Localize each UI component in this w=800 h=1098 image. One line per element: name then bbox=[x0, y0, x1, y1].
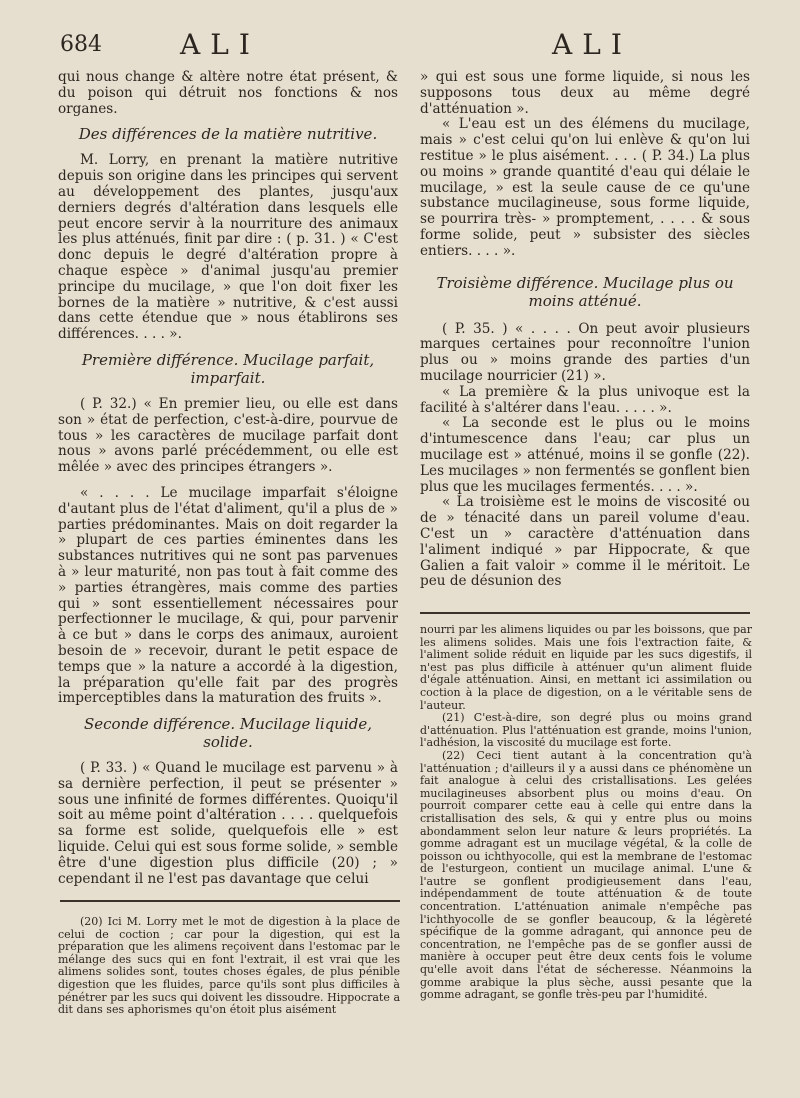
paragraph: « La troisième est le moins de viscosité ou de » ténacité dans un pareil volume d'eau. C'est un » caractère d'atténuation dans l'aliment indiqué » par Hippocrate, & que Galien a fait valoir » comme il le méritoit. Le peu de désunion des bbox=[420, 494, 750, 590]
paragraph: « . . . . Le mucilage imparfait s'éloigne d'autant plus de l'état d'aliment, qu'il a plus de » parties prédominantes. Mais on doit regarder la » plupart de ces parties éminentes dans les substances nutritives qui ne sont pas parvenues à » leur maturité, non pas tout à fait comme des » parties étrangères, mais comme des parties qui » sont essentiellement nécessaires pour perfectionner le mucilage, & qui, pour parvenir à ce but » dans le corps des animaux, auroient besoin de » recevoir, durant le petit espace de temps que » la nature a accordé à la digestion, la préparation qu'elle fait par des progrès imperceptibles dans la maturation des fruits ». bbox=[58, 484, 398, 707]
paragraph: ( P. 33. ) « Quand le mucilage est parvenu » à sa dernière perfection, il peut se présenter » sous une infinité de formes différentes. Quoiqu'il soit au même point d'altération . . . . quelquefois sa forme est solide, quelquefois elle » est liquide. Celui qui est sous forme solide, » semble être d'une digestion plus difficile (20) ; » cependant il ne l'est pas davantage que celui bbox=[58, 760, 398, 887]
paragraph: qui nous change & altère notre état présent, & du poison qui détruit nos fonctions & nos organes. bbox=[58, 70, 398, 117]
footnotes-right bbox=[420, 624, 752, 1034]
page-header bbox=[60, 28, 755, 62]
right-column bbox=[420, 70, 750, 610]
running-head-left: ALI bbox=[180, 28, 260, 61]
footnotes-left bbox=[58, 916, 400, 1026]
section-heading: Première différence. Mucilage parfait, imparfait. bbox=[81, 350, 375, 387]
paragraph: « La seconde est le plus ou le moins d'intumescence dans l'eau; car plus un mucilage est » atténué, moins il se gonfle (22). Les mucilages » non fermentés se gonflent bien plus que les mucilages fermentés. . . . ». bbox=[420, 415, 750, 495]
running-head-right: ALI bbox=[552, 28, 632, 61]
footnote: (21) C'est-à-dire, son degré plus ou moins grand d'atténuation. Plus l'atténuation est grande, moins l'union, l'adhésion, la viscosité du mucilage est forte. bbox=[420, 711, 752, 750]
footnote-rule bbox=[60, 900, 400, 902]
left-column bbox=[58, 70, 398, 890]
paragraph: « La première & la plus univoque est la facilité à s'altérer dans l'eau. . . . . ». bbox=[420, 383, 750, 416]
paragraph: ( P. 35. ) « . . . . On peut avoir plusieurs marques certaines pour reconnoître l'union plus ou » moins grande des parties d'un mucilage nourricier (21) ». bbox=[420, 320, 750, 384]
page-number: 684 bbox=[60, 32, 102, 57]
paragraph: M. Lorry, en prenant la matière nutritive depuis son origine dans les principes qui servent au développement des plantes, jusqu'aux derniers degrés d'altération dans lesquels elle peut encore servir à la nourriture des animaux les plus atténués, finit par dire : ( p. 31. ) « C'est donc depuis le degré d'altération propre à chaque espèce » d'animal jusqu'au premier principe du mucilage, » que l'on doit fixer les bornes de la matière » nutritive, & c'est aussi dans cette étendue que » nous établirons ses différences. . . . ». bbox=[58, 152, 398, 343]
section-heading: Troisième différence. Mucilage plus ou moins atténué. bbox=[436, 273, 734, 310]
section-heading: Seconde différence. Mucilage liquide, solide. bbox=[83, 715, 373, 752]
paragraph: « L'eau est un des élémens du mucilage, mais » c'est celui qu'on lui enlève & qu'on lui restitue » le plus aisément. . . . ( P. 34.) La plus ou moins » grande quantité d'eau qui délaie le mucilage, » est la seule cause de ce qu'une substance mucilagineuse, sous forme liquide, se pourrira très- » promptement, . . . . & sous forme solide, peut » subsister des siècles entiers. . . . ». bbox=[420, 116, 750, 259]
section-heading: Des différences de la matière nutritive. bbox=[78, 125, 378, 144]
paragraph: ( P. 32.) « En premier lieu, ou elle est dans son » état de perfection, c'est-à-dire, pourvue de tous » les caractères de mucilage parfait dont nous » avons parlé précédemment, ou elle est mêlée » avec des principes étrangers ». bbox=[58, 395, 398, 476]
footnote: (22) Ceci tient autant à la concentration qu'à l'atténuation ; d'ailleurs il y a aussi dans ce phénomène un fait analogue à celui des cristallisations. Les gelées mucilagineuses absorbent plus ou moins d'eau. On pourroit comparer cette eau à celle qui entre dans la cristallisation des sels, & qui y entre plus ou moins abondamment selon leur nature & leurs propriétés. La gomme adragant est un mucilage végétal, & la colle de poisson ou ichthyocolle, qui est la membrane de l'estomac de l'esturgeon, contient un mucilage animal. L'une & l'autre se gonflent prodigieusement dans l'eau, indépendamment de toute atténuation & de toute concentration. L'atténuation animale n'empêche pas l'ichthyocolle de se gonfler beaucoup, & la légèreté spécifique de la gomme adragant, qui annonce peu de concentration, ne l'empêche pas de se gonfler aussi de manière à occuper peut être deux cents fois le volume qu'elle avoit dans l'état de sécheresse. Néanmoins la gomme arabique la plus sèche, aussi pesante que la gomme adragant, se gonfle très-peu par l'humidité. bbox=[420, 748, 752, 1002]
footnote: nourri par les alimens liquides ou par les boissons, que par les alimens solides. Mais une fois l'extraction faite, & l'aliment solide réduit en liquide par les sucs digestifs, il n'est pas plus difficile à atténuer qu'un aliment fluide d'égale atténuation. Ainsi, en mettant ici assimilation ou coction à la place de digestion, on a le véritable sens de l'auteur. bbox=[420, 624, 752, 712]
footnote-rule bbox=[420, 612, 750, 614]
footnote: (20) Ici M. Lorry met le mot de digestion à la place de celui de coction ; car pour la digestion, qui est la préparation que les alimens reçoivent dans l'estomac par le mélange des sucs qui en font l'extrait, il est vrai que les alimens solides sont, toutes choses égales, de plus pénible digestion que les fluides, parce qu'ils sont plus difficiles à pénétrer par les sucs qui doivent les dissoudre. Hippocrate a dit dans ses aphorismes qu'on étoit plus aisément bbox=[58, 916, 400, 1017]
paragraph: » qui est sous une forme liquide, si nous les supposons tous deux au même degré d'atténuation ». bbox=[420, 70, 750, 117]
